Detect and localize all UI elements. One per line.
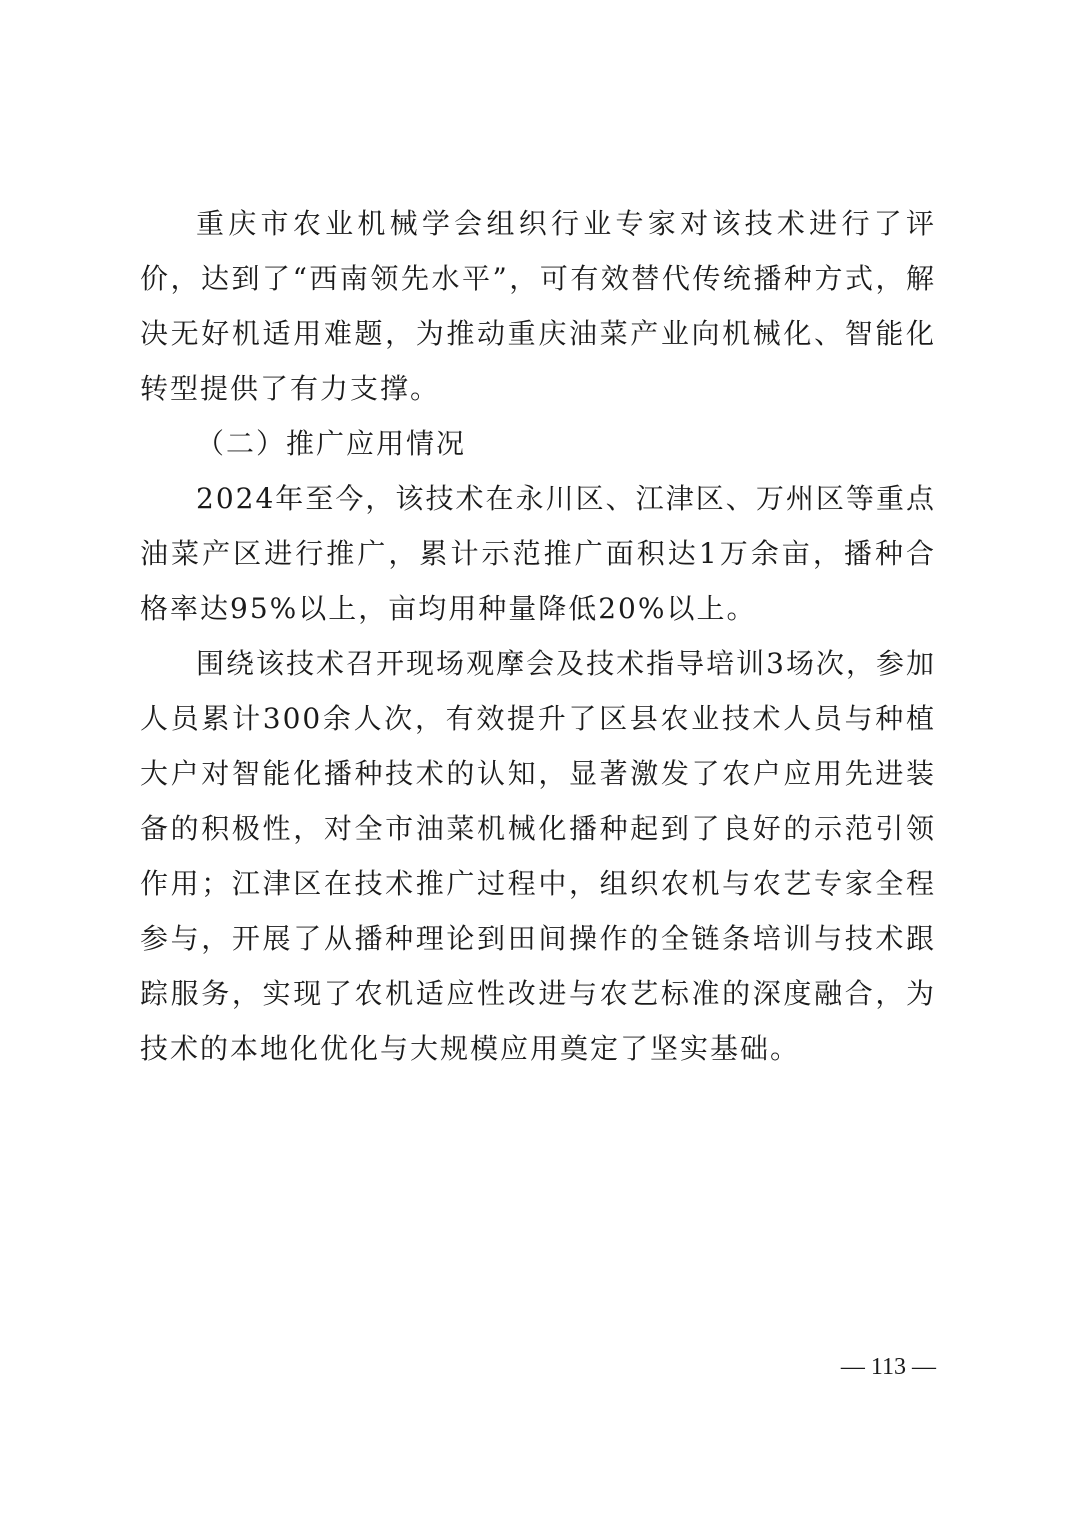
paragraph-promotion: 2024年至今，该技术在永川区、江津区、万州区等重点油菜产区进行推广，累计示范推广面积达1万余亩，播种合格率达95%以上，亩均用种量降低20%以上。 bbox=[140, 482, 936, 625]
document-body bbox=[140, 196, 936, 1076]
section-heading: （二）推广应用情况 bbox=[196, 427, 467, 460]
paragraph-training: 围绕该技术召开现场观摩会及技术指导培训3场次，参加人员累计300余人次，有效提升了区县农业技术人员与种植大户对智能化播种技术的认知，显著激发了农户应用先进装备的积极性，对全市油菜机械化播种起到了良好的示范引领作用；江津区在技术推广过程中，组织农机与农艺专家全程参与，开展了从播种理论到田间操作的全链条培训与技术跟踪服务，实现了农机适应性改进与农艺标准的深度融合，为技术的本地化优化与大规模应用奠定了坚实基础。 bbox=[140, 647, 936, 1065]
page-number: — 113 — bbox=[840, 1354, 936, 1380]
paragraph-evaluation: 重庆市农业机械学会组织行业专家对该技术进行了评价，达到了“西南领先水平”，可有效替代传统播种方式，解决无好机适用难题，为推动重庆油菜产业向机械化、智能化转型提供了有力支撑。 bbox=[140, 207, 936, 405]
